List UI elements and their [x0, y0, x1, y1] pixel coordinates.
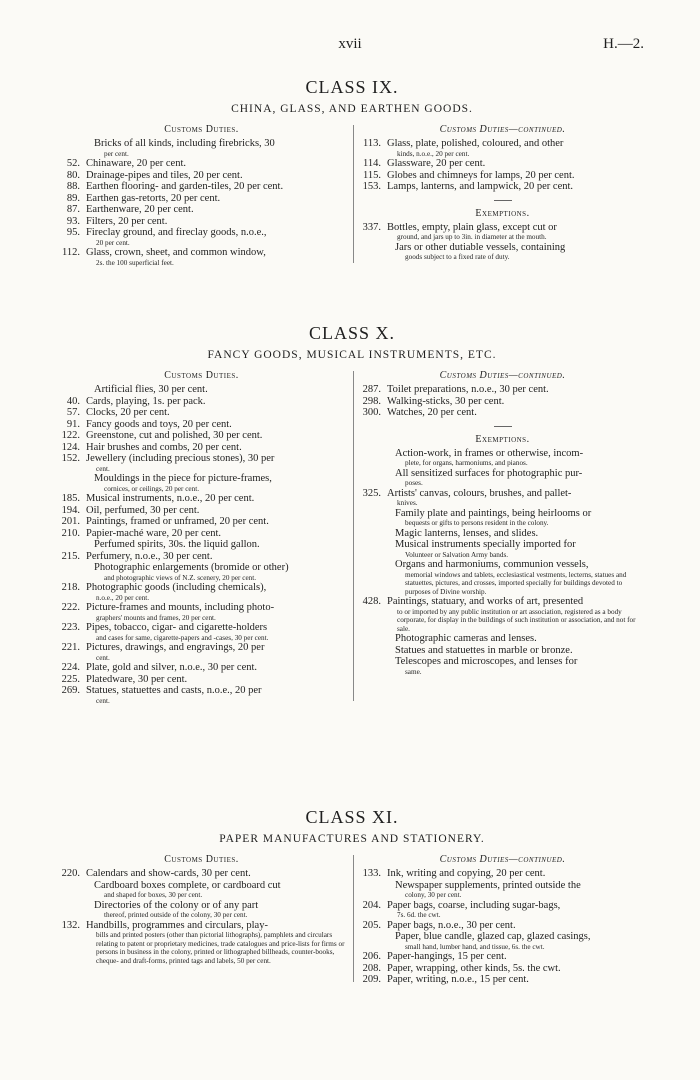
item-number: 205.	[362, 919, 381, 931]
item-number: 224.	[61, 662, 80, 673]
tariff-entry	[58, 473, 345, 493]
tariff-entry	[58, 384, 345, 396]
item-text: Ink, writing and copying, 20 per cent.	[387, 868, 546, 879]
tariff-entry	[58, 181, 345, 193]
item-detail: same.	[405, 667, 422, 676]
item-text: Directories of the colony or of any part	[94, 899, 259, 911]
class-title: CLASS X.	[308, 323, 396, 343]
item-number: 52.	[66, 158, 80, 169]
item-detail: n.o.e., 20 per cent.	[96, 593, 150, 602]
item-text: Handbills, programmes and circulars, play-	[86, 919, 268, 931]
tariff-entry	[58, 880, 345, 900]
item-number: 95.	[66, 227, 80, 238]
tariff-entry	[359, 222, 646, 242]
item-number: 153.	[362, 181, 381, 192]
item-number: 220.	[61, 868, 80, 879]
item-text: Filters, 20 per cent.	[86, 215, 168, 227]
right-column	[353, 367, 646, 705]
class-subtitle: PAPER MANUFACTURES AND STATIONERY.	[219, 833, 485, 845]
tariff-entry	[359, 396, 646, 408]
tariff-entry	[58, 419, 345, 431]
customs-duties-continued-heading: Customs Duties—continued.	[439, 854, 566, 865]
tariff-entry	[359, 539, 646, 559]
tariff-entry	[359, 468, 646, 488]
item-number: 206.	[362, 951, 381, 962]
tariff-entry	[58, 868, 345, 880]
item-text: Pictures, drawings, and engravings, 20 per	[86, 642, 265, 653]
item-number: 204.	[362, 899, 381, 911]
item-detail: graphers' mounts and frames, 20 per cent.	[96, 613, 216, 622]
customs-duties-continued-heading: Customs Duties—continued.	[439, 124, 566, 135]
item-text: Hair brushes and combs, 20 per cent.	[86, 441, 242, 453]
left-column	[58, 851, 353, 986]
tariff-entry	[58, 170, 345, 182]
item-text: Artificial flies, 30 per cent.	[94, 384, 208, 395]
item-number: 57.	[66, 407, 80, 418]
item-text: Paper, writing, n.o.e., 15 per cent.	[387, 974, 529, 985]
tariff-entry	[359, 138, 646, 158]
item-number: 112.	[62, 247, 80, 258]
item-text: Jars or other dutiable vessels, containing	[395, 241, 566, 253]
item-text: Paper-hangings, 15 per cent.	[387, 951, 507, 962]
tariff-entry	[359, 963, 646, 975]
tariff-entry	[58, 396, 345, 408]
tariff-entry	[359, 528, 646, 540]
tariff-entry	[359, 559, 646, 596]
left-column	[58, 367, 353, 705]
item-number: 88.	[66, 181, 80, 192]
item-text: Toilet preparations, n.o.e., 30 per cent.	[387, 384, 549, 395]
two-column-list	[58, 121, 646, 267]
item-text: Clocks, 20 per cent.	[86, 407, 170, 418]
item-text: Photographic goods (including chemicals),	[86, 582, 267, 593]
item-detail: 20 per cent.	[96, 238, 130, 247]
tariff-entry	[359, 448, 646, 468]
item-text: Chinaware, 20 per cent.	[86, 158, 187, 169]
right-column	[353, 851, 646, 986]
item-text: Musical instruments specially imported for	[395, 539, 576, 550]
tariff-entry	[58, 662, 345, 674]
item-number: 115.	[363, 169, 381, 181]
item-text: Watches, 20 per cent.	[387, 407, 477, 418]
item-detail: bills and printed posters (other than pictorial lithographs), pamphlets and circulars relating to patent or proprietary medicines, trade catalogues and price-lists for firms or persons in business in the colony, printed or lithographed billheads, counter-books, cheque- and draft-forms, printed tags and labels, 50 per cent.	[96, 931, 345, 965]
item-text: Magic lanterns, lenses, and slides.	[395, 527, 539, 539]
class-title: CLASS XI.	[305, 807, 399, 827]
item-text: Oil, perfumed, 30 per cent.	[86, 504, 200, 516]
item-number: 89.	[66, 192, 80, 204]
item-detail: bequests or gifts to persons resident in the colony.	[405, 519, 549, 527]
item-text: Earthen gas-retorts, 20 per cent.	[86, 192, 221, 204]
item-number: 300.	[362, 407, 381, 418]
item-detail: kinds, n.o.e., 20 per cent.	[397, 149, 470, 158]
tariff-entry	[359, 488, 646, 508]
document-reference: H.—2.	[603, 36, 644, 52]
two-column-list	[58, 367, 646, 705]
tariff-entry	[359, 158, 646, 170]
item-number: 152.	[61, 453, 80, 464]
tariff-entry	[58, 562, 345, 582]
tariff-entry	[359, 931, 646, 951]
item-number: 210.	[61, 527, 80, 539]
tariff-entry	[58, 453, 345, 473]
tariff-entry	[58, 551, 345, 563]
item-number: 223.	[61, 622, 80, 633]
tariff-entry	[58, 493, 345, 505]
tariff-entry	[359, 920, 646, 932]
item-text: Bricks of all kinds, including firebricks, 30	[94, 138, 275, 149]
tariff-entry	[359, 242, 646, 262]
tariff-entry	[359, 170, 646, 182]
item-number: 222.	[61, 602, 80, 613]
item-text: Telescopes and microscopes, and lenses for	[395, 656, 578, 667]
item-detail: per cent.	[104, 149, 129, 158]
item-detail: to or imported by any public institution or art association, registered as a body corporate, for display in the buildings of such institution or association, and not for sale.	[397, 607, 636, 633]
tariff-entry	[359, 868, 646, 880]
item-text: Jewellery (including precious stones), 30 per	[86, 453, 275, 464]
item-text: Musical instruments, n.o.e., 20 per cent.	[86, 493, 255, 504]
item-detail: Volunteer or Salvation Army bands.	[405, 550, 509, 559]
item-text: Paintings, framed or unframed, 20 per cent.	[86, 516, 269, 527]
item-number: 287.	[362, 384, 381, 395]
item-text: Platedware, 30 per cent.	[86, 673, 188, 685]
item-text: Glass, crown, sheet, and common window,	[86, 247, 266, 258]
tariff-entry	[58, 158, 345, 170]
item-number: 337.	[362, 221, 381, 233]
customs-duties-continued-heading: Customs Duties—continued.	[439, 370, 566, 381]
column-divider	[353, 371, 354, 701]
item-text: Lamps, lanterns, and lampwick, 20 per cent.	[387, 181, 574, 192]
item-text: Earthen flooring- and garden-tiles, 20 per cent.	[86, 181, 284, 192]
tariff-entry	[359, 645, 646, 657]
item-detail: memorial windows and tablets, ecclesiastical vestments, lecterns, statues and statuettes, pictures, and crosses, imported specially for buildings devoted to purposes of Divine worship.	[405, 570, 627, 596]
tariff-entry	[58, 602, 345, 622]
class-subtitle: CHINA, GLASS, AND EARTHEN GOODS.	[231, 103, 473, 115]
item-number: 114.	[363, 158, 381, 169]
section-rule	[494, 426, 512, 427]
item-text: Walking-sticks, 30 per cent.	[387, 395, 505, 407]
tariff-entry	[359, 181, 646, 193]
item-text: Family plate and paintings, being heirlooms or	[395, 507, 592, 519]
tariff-entry	[58, 920, 345, 966]
item-text: Artists' canvas, colours, brushes, and pallet-	[387, 487, 572, 499]
item-text: Paper, blue candle, glazed cap, glazed casings,	[395, 931, 591, 942]
class-subtitle: FANCY GOODS, MUSICAL INSTRUMENTS, ETC.	[207, 349, 497, 361]
tariff-entry	[58, 430, 345, 442]
left-column	[58, 121, 353, 267]
tariff-entry	[58, 247, 345, 267]
item-number: 91.	[66, 418, 80, 430]
item-detail: colony, 30 per cent.	[405, 891, 462, 899]
item-number: 194.	[61, 504, 80, 516]
item-detail: goods subject to a fixed rate of duty.	[405, 253, 510, 261]
item-text: Fireclay ground, and fireclay goods, n.o.e.,	[86, 227, 267, 238]
item-text: Statues and statuettes in marble or bronze.	[395, 644, 573, 656]
customs-duties-heading: Customs Duties.	[164, 854, 239, 865]
item-number: 40.	[66, 395, 80, 407]
item-number: 215.	[61, 550, 80, 562]
class-xi-section	[58, 806, 646, 986]
item-detail: and shaped for boxes, 30 per cent.	[104, 891, 203, 899]
item-detail: knives.	[397, 499, 418, 507]
item-text: Fancy goods and toys, 20 per cent.	[86, 418, 232, 430]
item-text: Calendars and show-cards, 30 per cent.	[86, 868, 251, 879]
item-text: Cards, playing, 1s. per pack.	[86, 395, 206, 407]
item-number: 201.	[61, 516, 80, 527]
item-number: 209.	[362, 974, 381, 985]
item-text: Plate, gold and silver, n.o.e., 30 per cent.	[86, 662, 258, 673]
item-detail: cent.	[96, 653, 110, 662]
tariff-entry	[58, 442, 345, 454]
exemptions-heading: Exemptions.	[475, 433, 530, 445]
item-number: 221.	[61, 642, 80, 653]
page-number: xvii	[338, 36, 362, 52]
tariff-entry	[359, 508, 646, 528]
item-number: 132.	[61, 919, 80, 931]
tariff-entry	[58, 685, 345, 705]
item-text: Papier-maché ware, 20 per cent.	[86, 527, 222, 539]
item-number: 124.	[61, 441, 80, 453]
tariff-entry	[58, 622, 345, 642]
customs-duties-heading: Customs Duties.	[164, 370, 239, 381]
exemptions-heading: Exemptions.	[475, 207, 530, 219]
tariff-entry	[359, 596, 646, 633]
item-text: Mouldings in the piece for picture-frames,	[94, 473, 272, 484]
item-detail: plete, for organs, harmoniums, and pianos.	[405, 459, 528, 467]
item-text: Globes and chimneys for lamps, 20 per cent.	[387, 169, 575, 181]
item-text: Drainage-pipes and tiles, 20 per cent.	[86, 169, 243, 181]
tariff-entry	[359, 633, 646, 645]
item-text: Paper, wrapping, other kinds, 5s. the cwt.	[387, 962, 561, 974]
item-detail: small hand, lumber hand, and tissue, 6s. the cwt.	[405, 942, 545, 951]
tariff-entry	[58, 216, 345, 228]
item-text: Glassware, 20 per cent.	[387, 158, 486, 169]
item-detail: and photographic views of N.Z. scenery, 20 per cent.	[104, 573, 257, 582]
class-title: CLASS IX.	[305, 77, 399, 97]
tariff-entry	[58, 193, 345, 205]
item-text: Perfumery, n.o.e., 30 per cent.	[86, 550, 213, 562]
two-column-list	[58, 851, 646, 986]
tariff-entry	[58, 674, 345, 686]
tariff-entry	[58, 528, 345, 540]
tariff-entry	[58, 582, 345, 602]
item-number: 218.	[61, 582, 80, 593]
item-text: Glass, plate, polished, coloured, and other	[387, 138, 564, 149]
right-column	[353, 121, 646, 267]
class-ix-section	[58, 76, 646, 267]
item-text: Photographic cameras and lenses.	[395, 633, 537, 644]
item-number: 133.	[362, 868, 381, 879]
column-divider	[353, 125, 354, 263]
tariff-entry	[58, 642, 345, 662]
tariff-entry	[359, 384, 646, 396]
item-number: 80.	[66, 169, 80, 181]
tariff-entry	[58, 204, 345, 216]
item-text: Action-work, in frames or otherwise, incom-	[395, 447, 584, 459]
item-text: Paper bags, n.o.e., 30 per cent.	[387, 919, 516, 931]
tariff-entry	[58, 900, 345, 920]
item-number: 428.	[362, 596, 381, 607]
item-number: 269.	[61, 685, 80, 696]
item-text: Cardboard boxes complete, or cardboard cut	[94, 879, 281, 891]
item-number: 93.	[66, 215, 80, 227]
item-text: Picture-frames and mounts, including photo-	[86, 602, 275, 613]
item-text: Paintings, statuary, and works of art, presented	[387, 596, 584, 607]
tariff-entry	[359, 900, 646, 920]
item-text: Newspaper supplements, printed outside the	[395, 879, 581, 891]
tariff-entry	[58, 516, 345, 528]
item-number: 87.	[66, 204, 80, 215]
column-divider	[353, 855, 354, 982]
item-detail: thereof, printed outside of the colony, 30 per cent.	[104, 911, 248, 919]
customs-duties-heading: Customs Duties.	[164, 124, 239, 135]
item-detail: 7s. 6d. the cwt.	[397, 911, 441, 919]
item-detail: cornices, or ceilings, 20 per cent.	[104, 484, 199, 493]
item-detail: poses.	[405, 479, 423, 487]
item-detail: cent.	[96, 696, 110, 705]
item-detail: ground, and jars up to 3in. in diameter at the mouth.	[397, 233, 547, 241]
item-text: Photographic enlargements (bromide or other)	[94, 562, 289, 573]
tariff-entry	[359, 951, 646, 963]
tariff-entry	[359, 407, 646, 419]
class-x-section	[58, 322, 646, 705]
tariff-entry	[58, 227, 345, 247]
item-text: All sensitized surfaces for photographic pur-	[395, 467, 583, 479]
item-text: Paper bags, coarse, including sugar-bags,	[387, 899, 561, 911]
item-text: Pipes, tobacco, cigar- and cigarette-holders	[86, 622, 268, 633]
page-header	[0, 36, 700, 56]
tariff-entry	[58, 539, 345, 551]
item-text: Greenstone, cut and polished, 30 per cent.	[86, 430, 263, 441]
section-rule	[494, 200, 512, 201]
item-text: Perfumed spirits, 30s. the liquid gallon.	[94, 539, 260, 550]
item-number: 298.	[362, 395, 381, 407]
item-number: 113.	[363, 138, 381, 149]
tariff-entry	[359, 880, 646, 900]
item-detail: 2s. the 100 superficial feet.	[96, 258, 174, 267]
tariff-entry	[58, 138, 345, 158]
item-number: 225.	[61, 673, 80, 685]
item-number: 122.	[61, 430, 80, 441]
item-text: Organs and harmoniums, communion vessels,	[395, 559, 589, 570]
item-number: 325.	[362, 487, 381, 499]
tariff-entry	[58, 505, 345, 517]
item-detail: and cases for same, cigarette-papers and -cases, 30 per cent.	[96, 633, 269, 642]
tariff-entry	[58, 407, 345, 419]
item-text: Statues, statuettes and casts, n.o.e., 20 per	[86, 685, 262, 696]
item-text: Bottles, empty, plain glass, except cut or	[387, 221, 557, 233]
item-number: 185.	[61, 493, 80, 504]
tariff-entry	[359, 974, 646, 986]
tariff-entry	[359, 656, 646, 676]
item-text: Earthenware, 20 per cent.	[86, 204, 194, 215]
item-number: 208.	[362, 962, 381, 974]
item-detail: cent.	[96, 464, 110, 473]
